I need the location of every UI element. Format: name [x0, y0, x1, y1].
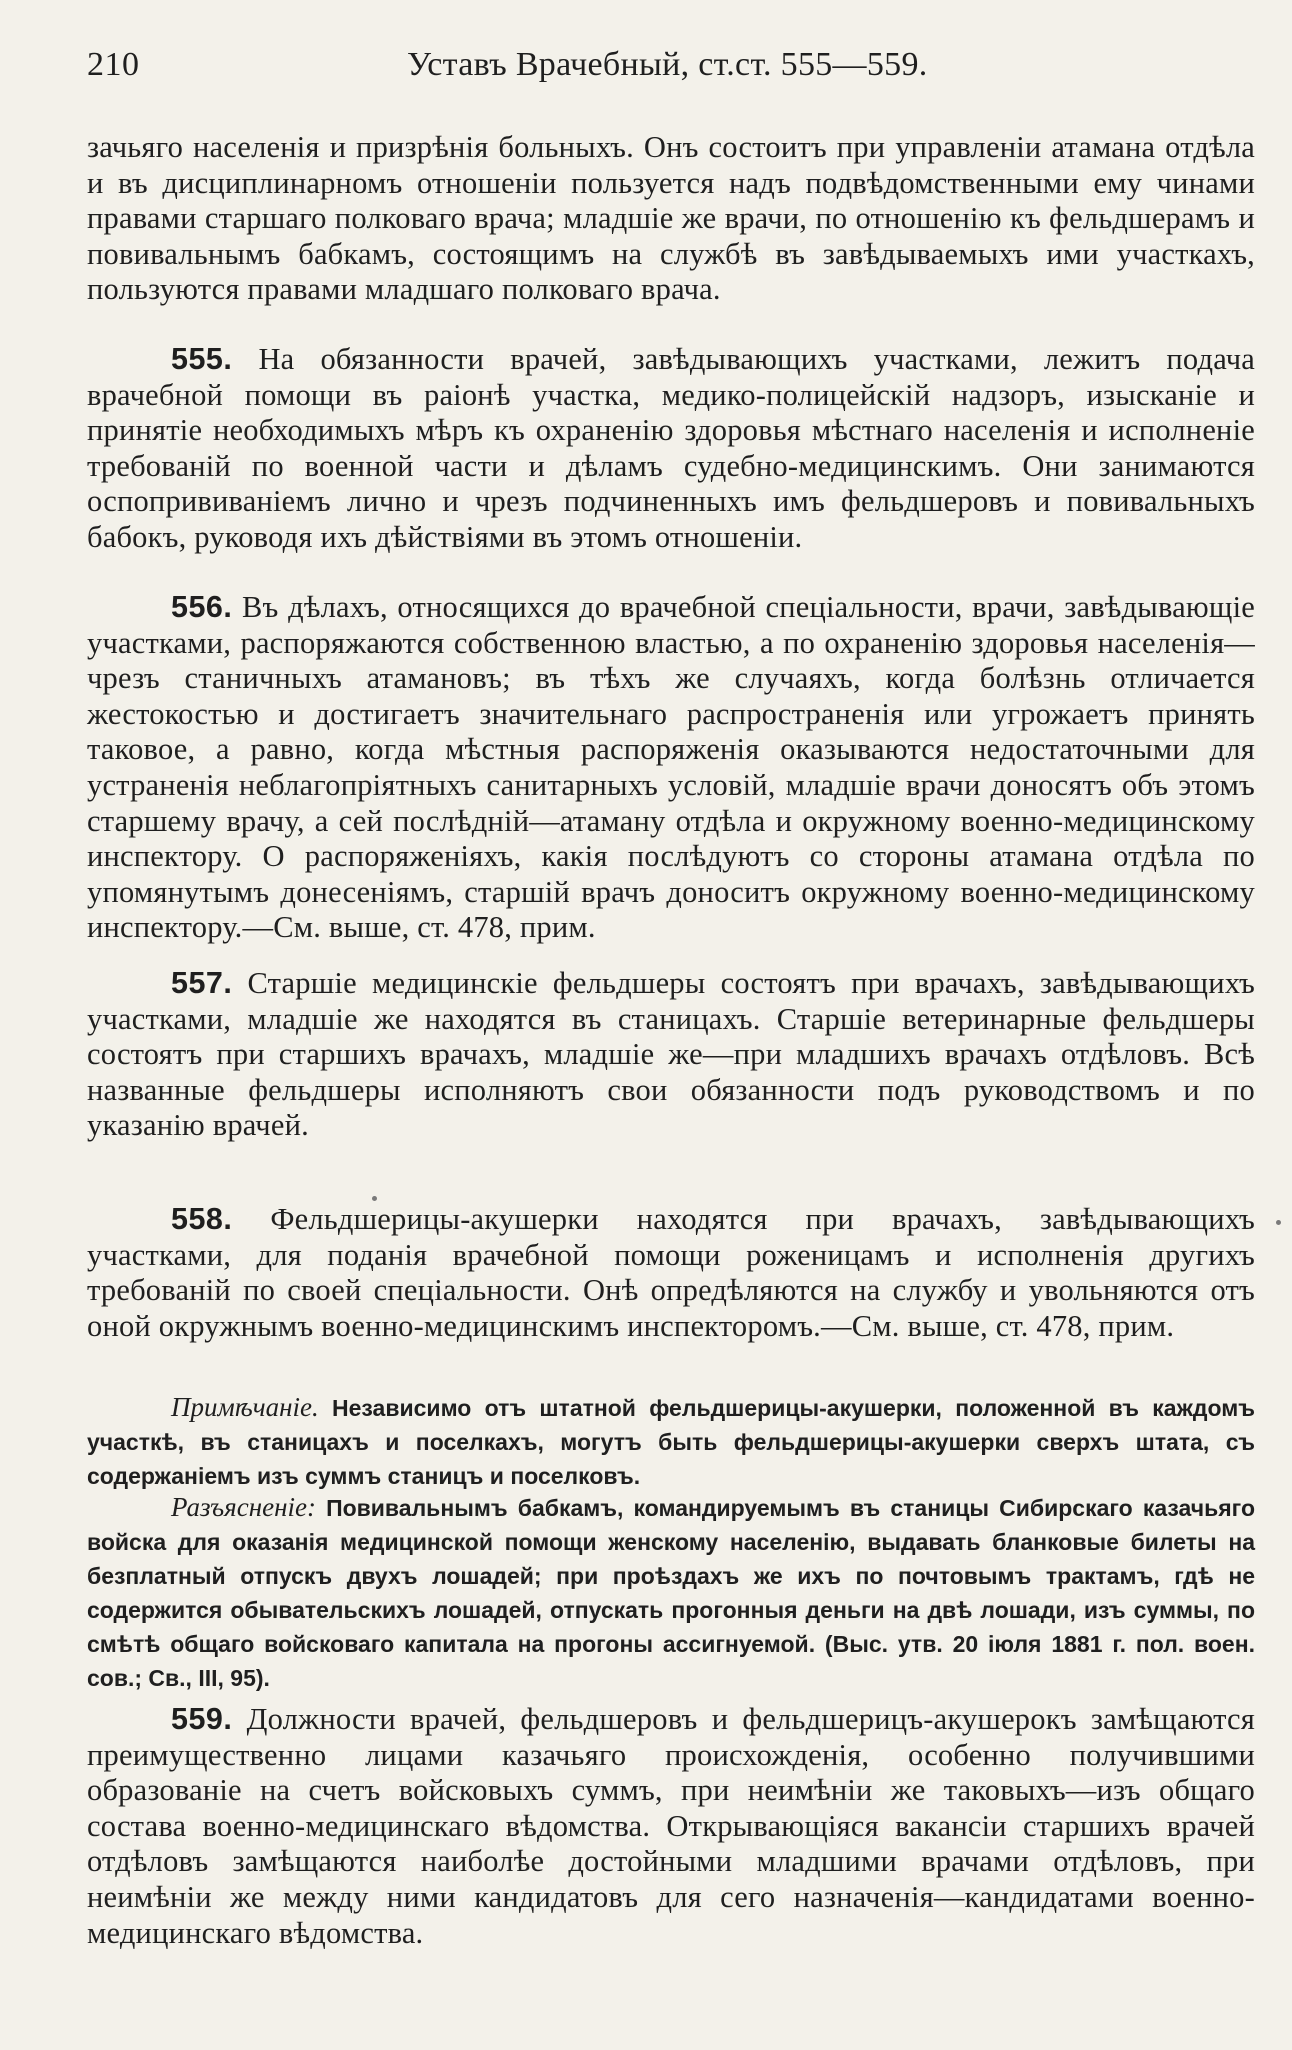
intro-paragraph	[87, 130, 1255, 342]
page-number: 210	[87, 46, 140, 83]
page-header	[87, 46, 1257, 94]
note-primechanie	[87, 1390, 1255, 1493]
running-title: Уставъ Врачебный, ст.ст. 555—559.	[407, 46, 928, 83]
article-556	[87, 590, 1255, 946]
article-text: Старшіе медицинскіе фельдшеры состоятъ при врачахъ, завѣдывающихъ участками, младшіе же находятся въ станицахъ. Старшіе ветеринарные фельдшеры состоятъ при старшихъ врачахъ, младшіе же—при младшихъ врачахъ отдѣловъ. Всѣ названные фельдшеры исполняютъ свои обязанности подъ руководствомъ и по указанію врачей.	[87, 966, 1255, 1143]
note-text: Независимо отъ штатной фельдшерицы-акушерки, положенной въ каждомъ участкѣ, въ станицахъ и поселкахъ, могутъ быть фельдшерицы-акушерки сверхъ штата, съ содержаніемъ изъ суммъ станицъ и поселковъ.	[87, 1395, 1256, 1489]
article-text: На обязанности врачей, завѣдывающихъ участками, лежитъ подача врачебной помощи въ раіонѣ участка, медико-полицейскій надзоръ, изысканіе и принятіе необходимыхъ мѣръ къ охраненію здоровья мѣстнаго населенія и исполненіе требованій по военной части и дѣламъ судебно-медицинскимъ. Они занимаются оспопрививаніемъ лично и чрезъ подчиненныхъ имъ фельдшеровъ и повивальныхъ бабокъ, руководя ихъ дѣйствіями въ этомъ отношеніи.	[87, 342, 1256, 554]
article-558	[87, 1202, 1255, 1344]
note-text: Повивальнымъ бабкамъ, командируемымъ въ станицы Сибирскаго казачьяго войска для оказанія медицинской помощи женскому населенію, выдавать бланковые билеты на безплатный отпускъ двухъ лошадей; при проѣздахъ же ихъ по почтовымъ трактамъ, гдѣ не содержится обывательскихъ лошадей, отпускать прогонныя деньги на двѣ лошади, изъ суммы, по смѣтѣ общаго войсковаго капитала на прогоны ассигнуемой. (Выс. утв. 20 іюля 1881 г. пол. воен. сов.; Св., III, 95).	[87, 1495, 1256, 1691]
article-text: Фельдшерицы-акушерки находятся при врачахъ, завѣдывающихъ участками, для поданія врачебной помощи роженицамъ и исполненія другихъ требованій по своей спеціальности. Онѣ опредѣляются на службу и увольняются отъ оной окружнымъ военно-медицинскимъ инспекторомъ.—См. выше, ст. 478, прим.	[87, 1202, 1255, 1343]
paper-speck	[372, 1196, 377, 1201]
note-label: Примѣчаніе.	[171, 1392, 319, 1422]
article-555	[87, 342, 1255, 556]
article-text: Въ дѣлахъ, относящихся до врачебной спеціальности, врачи, завѣдывающіе участками, распоряжаются собственною властью, а по охраненію здоровья населенія—чрезъ станичныхъ атамановъ; въ тѣхъ же случаяхъ, когда болѣзнь отличается жестокостью и достигаетъ значительнаго распространенія или угрожаетъ принять таковое, а равно, когда мѣстныя распоряженія оказываются недостаточными для устраненія неблагопріятныхъ санитарныхъ условій, младшіе врачи доносятъ объ этомъ старшему врачу, а сей послѣдній—атаману отдѣла и окружному военно-медицинскому инспектору. О распоряженіяхъ, какія послѣдуютъ со стороны атамана отдѣла по упомянутымъ донесеніямъ, старшій врачъ доноситъ окружному военно-медицинскому инспектору.—См. выше, ст. 478, прим.	[87, 590, 1255, 945]
article-number: 559.	[171, 1702, 233, 1736]
note-razyasnenie	[87, 1490, 1255, 1695]
article-text: Должности врачей, фельдшеровъ и фельдшерицъ-акушерокъ замѣщаются преимущественно лицами казачьяго происхожденія, особенно получившими образованіе на счетъ войсковыхъ суммъ, при неимѣніи же таковыхъ—изъ общаго состава военно-медицинскаго вѣдомства. Открывающіяся вакансіи старшихъ врачей отдѣловъ замѣщаются наиболѣе достойными младшими врачами отдѣловъ, при неимѣніи же между ними кандидатовъ для сего назначенія—кандидатами военно-медицинскаго вѣдомства.	[87, 1702, 1256, 1950]
article-number: 556.	[171, 590, 233, 624]
note-label: Разъясненіе:	[171, 1492, 316, 1522]
article-559	[87, 1702, 1255, 1951]
article-557	[87, 966, 1255, 1144]
article-number: 557.	[171, 966, 233, 1000]
article-number: 558.	[171, 1202, 233, 1236]
article-number: 555.	[171, 342, 233, 376]
paper-speck	[1276, 1220, 1281, 1225]
intro-paragraph-text: зачьяго населенія и призрѣнія больныхъ. Онъ состоитъ при управленіи атамана отдѣла и въ дисциплинарномъ отношеніи пользуется надъ подвѣдомственными ему чинами правами старшаго полковаго врача; младшіе же врачи, по отношенію къ фельдшерамъ и повивальнымъ бабкамъ, состоящимъ на службѣ въ завѣдываемыхъ ими участкахъ, пользуются правами младшаго полковаго врача.	[87, 130, 1255, 307]
